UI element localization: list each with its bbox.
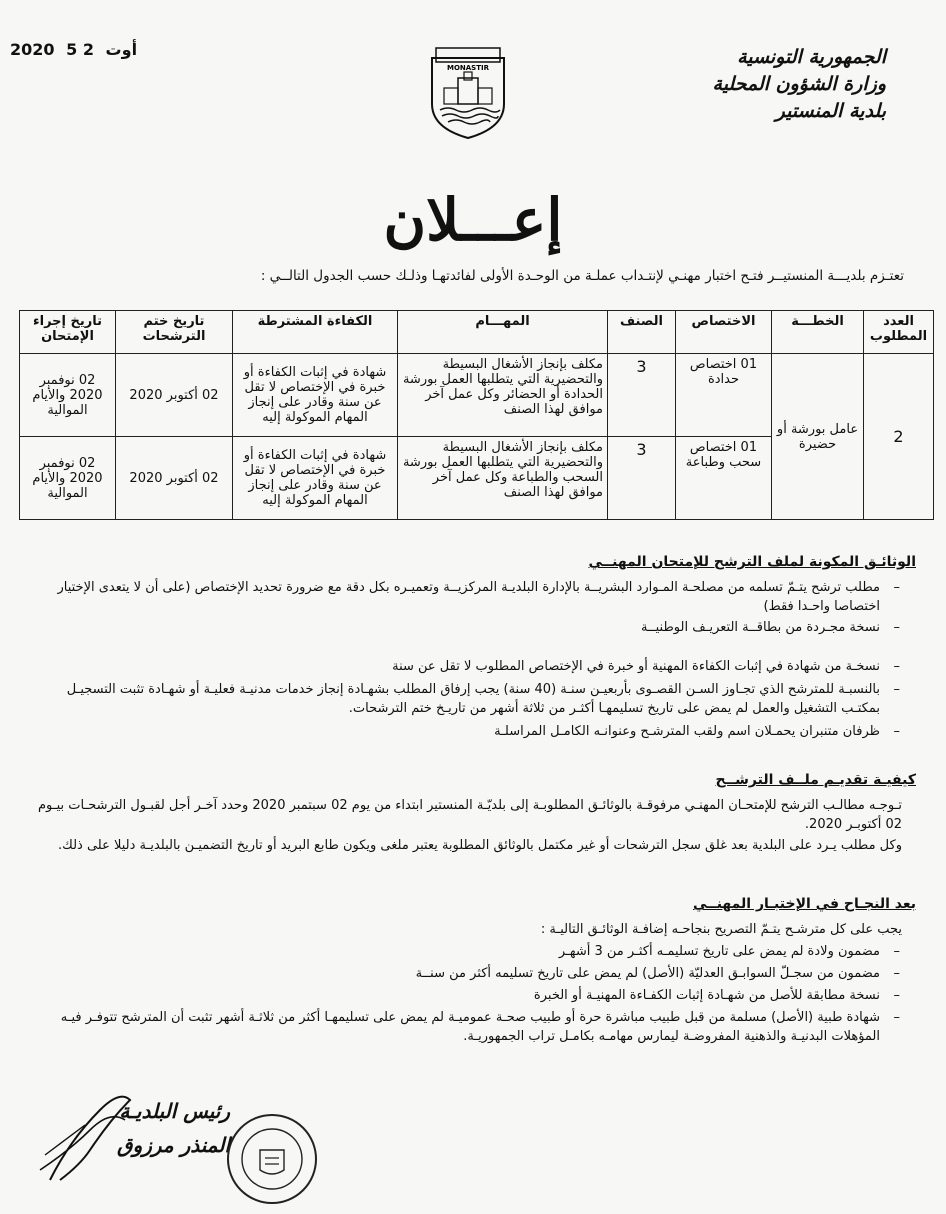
- cell-exam-date: 02 نوفمبر 2020 والأيام الموالية: [20, 354, 116, 437]
- col-header-exam-date: تاريخ إجراء الإمتحان: [20, 311, 116, 354]
- col-header-competence: الكفاءة المشترطة: [233, 311, 398, 354]
- cell-tasks: مكلف بإنجاز الأشغال البسيطة والتحضيرية التي يتطلبها العمل بورشة السحب والطباعة وكل عمل آخر موافق لهذا الصنف: [398, 437, 608, 520]
- signature-name: المنذر مرزوق: [117, 1133, 230, 1157]
- official-seal-icon: [225, 1112, 320, 1207]
- signature-block: [80, 1094, 230, 1162]
- organization-header: [646, 44, 886, 125]
- col-header-deadline: تاريخ ختم الترشحات: [116, 311, 233, 354]
- list-item: – مضمون ولادة لم يمض على تاريخ تسليمـه أكثـر من 3 أشهـر: [38, 942, 902, 961]
- documents-list-block: [38, 578, 902, 741]
- submission-section-title: كيفيـة تقديـم ملــف الترشــح: [715, 772, 916, 788]
- list-item: – بالنسبـة للمترشح الذي تجـاوز السـن القصـوى بأربعيـن سنـة (40 سنة) يجب إرفاق المطلب بشهـادة إنجاز خدمات مدنيـة فعليـة أو شهـادة تثبت التسجيـل بمكتـب التشغيل والعمل لم يمض على تاريخ تسليمهـا أكثـر من ثلاثة أشهر من تاريـخ ختم الترشحات.: [38, 680, 902, 718]
- after-success-list: [38, 942, 902, 1046]
- col-header-count: العدد المطلوب: [864, 311, 934, 354]
- positions-table: [19, 310, 934, 520]
- after-success-list-block: [38, 942, 902, 1046]
- col-header-plan: الخطـــة: [772, 311, 864, 354]
- cell-exam-date: 02 نوفمبر 2020 والأيام الموالية: [20, 437, 116, 520]
- col-header-specialty: الاختصاص: [676, 311, 772, 354]
- list-item: – نسخة مجـردة من بطاقــة التعريـف الوطنيــة: [38, 618, 902, 637]
- cell-grade: 3: [608, 437, 676, 520]
- cell-specialty: 01 اختصاص حدادة: [676, 354, 772, 437]
- cell-competence: شهادة في إثبات الكفاءة أو خبرة في الإختصاص لا تقل عن سنة وقادر على إنجاز المهام الموكولة إليه: [233, 437, 398, 520]
- logo-text: MONASTIR: [446, 64, 490, 72]
- cell-count: 2: [864, 354, 934, 520]
- cell-deadline: 02 أكتوبر 2020: [116, 437, 233, 520]
- list-item: – شهادة طبية (الأصل) مسلمة من قبل طبيب مباشرة حرة أو طبيب صحـة عموميـة لم يمض على تسليمهـا أكثر من ثلاثـة أشهر تثبت أن المترشح تتوفـر فيـه المؤهلات البدنيـة والذهنية المفروضـة ليمارس مهامـه بكامـل تراب الجمهوريـة.: [38, 1008, 902, 1046]
- documents-section-title: الوثائـق المكونة لملف الترشح للإمتحان المهنــي: [588, 554, 916, 570]
- cell-plan: عامل بورشة أو حضيرة: [772, 354, 864, 520]
- date-year: 2020: [10, 40, 55, 59]
- org-line-municipality: بلدية المنستير: [775, 100, 886, 122]
- page-title: إعـــلان: [383, 186, 563, 254]
- list-item: – نسخة مطابقة للأصل من شهـادة إثبات الكفـاءة المهنيـة أو الخبرة: [38, 986, 902, 1005]
- documents-list: [38, 578, 902, 741]
- org-line-republic: الجمهورية التونسية: [737, 46, 886, 68]
- after-success-section-title: بعد النجـاح في الإختبـار المهنــي: [692, 896, 916, 912]
- after-success-intro: يجب على كل مترشـح يتـمّ التصريح بنجاحـه إضافـة الوثائـق التاليـة :: [540, 922, 902, 937]
- date-day: 2 5: [66, 40, 94, 59]
- org-line-ministry: وزارة الشؤون المحلية: [712, 73, 886, 95]
- submission-paragraph-2: وكل مطلب يـرد على البلدية بعد غلق سجل الترشحات أو غير مكتمل بالوثائق المطلوبة يعتبر ملغى ويكون طابع البريد أو تاريخ التضميـن بالبلديـة دليلا على ذلك.: [57, 838, 902, 853]
- cell-competence: شهادة في إثبات الكفاءة أو خبرة في الإختصاص لا تقل عن سنة وقادر على إنجاز المهام الموكولة إليه: [233, 354, 398, 437]
- list-item: – مطلب ترشح يتـمّ تسلمه من مصلحـة المـوارد البشريــة بالإدارة البلديـة المركزيــة وتعميـره بكل دقة مع ضرورة تحديد الإختصاص (على أن لا يتعدى الإختيار اختصاصا واحـدا فقط): [38, 578, 902, 616]
- list-item: – ظرفان متنبران يحمـلان اسم ولقب المترشـح وعنوانـه الكامـل المراسلـة: [38, 722, 902, 741]
- intro-text: تعتـزم بلديـــة المنستيــر فتـح اختبار مهنـي لإنتـداب عملـة من الوحـدة الأولى لفائدتهـا وذلـك حسب الجدول التالــي :: [260, 268, 904, 284]
- list-item: – نسخـة من شهادة في إثبات الكفاءة المهنية أو خبرة في الإختصاص المطلوب لا تقل عن سنة: [38, 657, 902, 676]
- date-month: أوت: [105, 40, 138, 59]
- cell-specialty: 01 اختصاص سحب وطباعة: [676, 437, 772, 520]
- cell-deadline: 02 أكتوبر 2020: [116, 354, 233, 437]
- monastir-logo-icon: [428, 44, 508, 140]
- submission-paragraph-1: تـوجـه مطالـب الترشح للإمتحـان المهنـي مرفوقـة بالوثائـق المطلوبـة إلى بلديّـة المنستير ابتداء من يوم 02 سبتمبر 2020 وحدد آخـر أجل لقبـول الترشحـات بيـوم 02 أكتوبـر 2020.: [38, 798, 902, 832]
- cell-tasks: مكلف بإنجاز الأشغال البسيطة والتحضيرية التي يتطلبها العمل بورشة الحدادة أو الحضائر وكل عمل آخر موافق لهذا الصنف: [398, 354, 608, 437]
- list-item: – مضمون من سجـلّ السوابـق العدليّة (الأصل) لم يمض على تاريخ تسليمه أكثر من سنــة: [38, 964, 902, 983]
- cell-grade: 3: [608, 354, 676, 437]
- table-header-row: [20, 311, 934, 354]
- table-row: [20, 354, 934, 437]
- col-header-grade: الصنف: [608, 311, 676, 354]
- date-stamp: [10, 40, 143, 59]
- col-header-tasks: المهـــام: [398, 311, 608, 354]
- signature-title: رئيس البلديـة: [119, 1099, 230, 1123]
